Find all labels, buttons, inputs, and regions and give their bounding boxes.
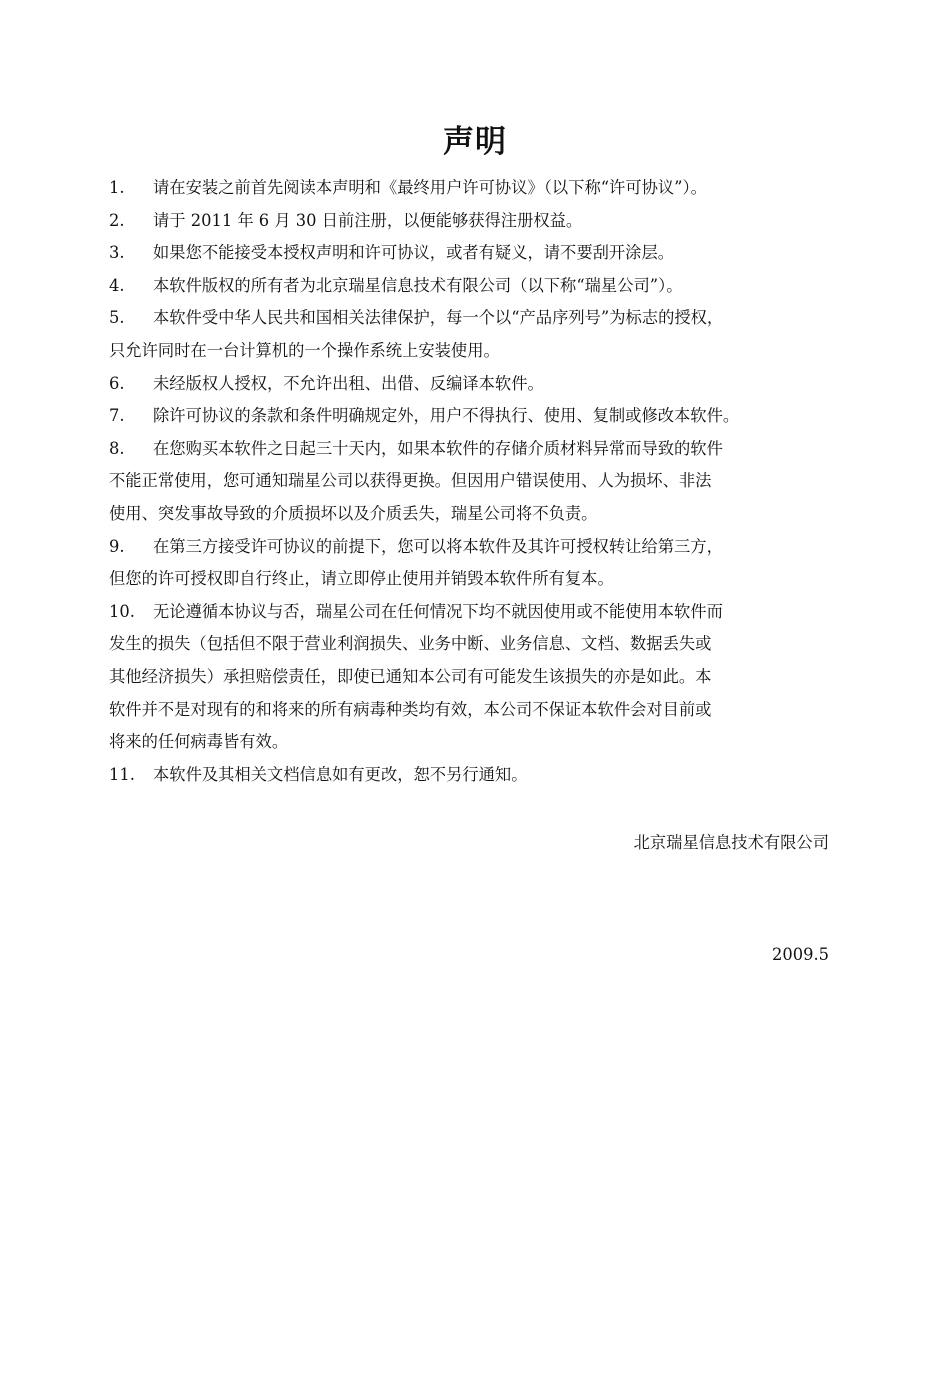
company-signature: 北京瑞星信息技术有限公司 [633, 833, 829, 852]
item-number: 6. [109, 373, 125, 393]
item-number: 5. [109, 308, 125, 328]
item-text-line: 在第三方接受许可协议的前提下，您可以将本软件及其许可授权转让给第三方， [153, 536, 723, 556]
statement-item-9 [109, 531, 851, 596]
item-number: 4. [109, 275, 125, 295]
item-number: 1. [109, 178, 125, 197]
item-text-line: 请于 2011 年 6 月 30 日前注册，以便能够获得注册权益。 [153, 210, 583, 230]
item-text-line: 本软件版权的所有者为北京瑞星信息技术有限公司（以下称“瑞星公司”）。 [153, 275, 683, 295]
statement-item-7 [109, 400, 851, 433]
item-number: 7. [109, 406, 125, 426]
item-number: 10. [109, 601, 135, 621]
item-text-line: 只允许同时在一台计算机的一个操作系统上安装使用。 [109, 340, 500, 360]
item-number: 9. [109, 536, 125, 556]
item-text-line: 本软件及其相关文档信息如有更改，恕不另行通知。 [153, 764, 528, 784]
item-text-line: 将来的任何病毒皆有效。 [109, 732, 289, 752]
item-text-line: 未经版权人授权，不允许出租、出借、反编译本软件。 [153, 373, 544, 393]
statement-item-6 [109, 368, 851, 401]
document-date: 2009.5 [772, 945, 829, 964]
item-text-line: 请在安装之前首先阅读本声明和《最终用户许可协议》（以下称“许可协议”）。 [153, 178, 707, 197]
item-number: 3. [109, 243, 125, 263]
item-text-line: 无论遵循本协议与否，瑞星公司在任何情况下均不就因使用或不能使用本软件而 [153, 601, 723, 621]
statement-item-10 [109, 596, 851, 759]
item-number: 2. [109, 210, 125, 230]
statement-item-3 [109, 237, 851, 270]
item-text-line: 其他经济损失）承担赔偿责任，即使已通知本公司有可能发生该损失的亦是如此。本 [109, 666, 712, 686]
item-number: 11. [109, 764, 135, 784]
item-text-line: 软件并不是对现有的和将来的所有病毒种类均有效，本公司不保证本软件会对目前或 [109, 699, 712, 719]
statement-list [109, 172, 851, 791]
item-text-line: 使用、突发事故导致的介质损坏以及介质丢失，瑞星公司将不负责。 [109, 503, 598, 523]
statement-item-1 [109, 172, 851, 205]
item-number: 8. [109, 438, 125, 458]
statement-item-5 [109, 302, 851, 367]
item-text-line: 在您购买本软件之日起三十天内，如果本软件的存储介质材料异常而导致的软件 [153, 438, 723, 458]
statement-item-4 [109, 270, 851, 303]
item-text-line: 除许可协议的条款和条件明确规定外，用户不得执行、使用、复制或修改本软件。 [153, 406, 740, 426]
item-text-line: 本软件受中华人民共和国相关法律保护，每一个以“产品序列号”为标志的授权， [153, 308, 724, 328]
item-text-line: 但您的许可授权即自行终止，请立即停止使用并销毁本软件所有复本。 [109, 569, 614, 589]
item-text-line: 不能正常使用，您可通知瑞星公司以获得更换。但因用户错误使用、人为损坏、非法 [109, 471, 712, 491]
statement-item-8 [109, 433, 851, 531]
statement-item-11 [109, 759, 851, 792]
document-title: 声明 [443, 124, 507, 160]
item-text-line: 如果您不能接受本授权声明和许可协议，或者有疑义，请不要刮开涂层。 [153, 243, 675, 263]
statement-item-2 [109, 205, 851, 238]
item-text-line: 发生的损失（包括但不限于营业利润损失、业务中断、业务信息、文档、数据丢失或 [109, 634, 712, 654]
